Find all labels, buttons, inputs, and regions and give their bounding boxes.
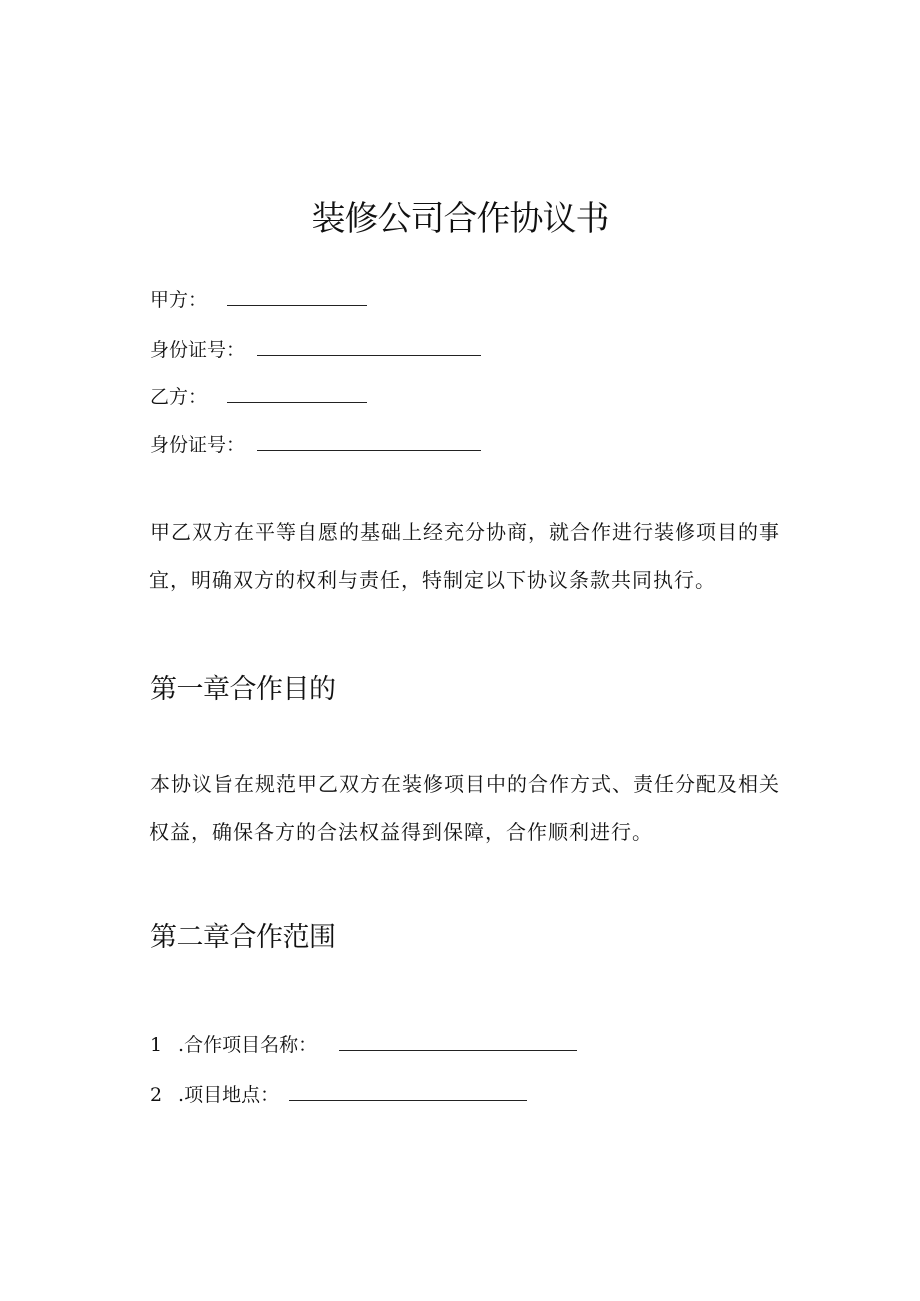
intro-line-1: 甲乙双方在平等自愿的基础上经充分协商，就合作进行装修项目的事 [150, 520, 780, 544]
document-title: 装修公司合作协议书 [311, 198, 609, 239]
party-b-id-blank [257, 428, 481, 451]
project-name-blank [339, 1028, 577, 1051]
party-a-blank [227, 283, 367, 306]
party-a-id-label: 身份证号： [150, 339, 246, 361]
party-a-field [150, 283, 367, 314]
party-b-id-field [150, 428, 481, 459]
item-number: 2 [150, 1084, 163, 1106]
chapter-1-heading: 第一章合作目的 [150, 674, 336, 705]
chapter-1-line-1: 本协议旨在规范甲乙双方在装修项目中的合作方式、责任分配及相关 [150, 772, 780, 796]
party-a-id-blank [257, 333, 481, 356]
chapter-1-line-2: 权益，确保各方的合法权益得到保障，合作顺利进行。 [149, 820, 653, 844]
party-b-id-label: 身份证号： [150, 434, 246, 456]
project-name-item [150, 1028, 577, 1059]
party-a-label: 甲方： [150, 289, 208, 311]
party-b-label: 乙方： [150, 386, 208, 408]
project-name-label: .合作项目名称： [178, 1034, 318, 1056]
party-b-field [150, 380, 367, 411]
project-location-item [150, 1078, 527, 1109]
intro-paragraph [150, 508, 800, 604]
chapter-1-paragraph [150, 760, 800, 856]
item-number: 1 [150, 1034, 163, 1056]
intro-line-2: 宜，明确双方的权利与责任，特制定以下协议条款共同执行。 [149, 568, 716, 592]
chapter-2-heading: 第二章合作范围 [150, 922, 336, 953]
project-location-label: .项目地点： [178, 1084, 280, 1106]
party-a-id-field [150, 333, 481, 364]
party-b-blank [227, 380, 367, 403]
project-location-blank [289, 1078, 527, 1101]
